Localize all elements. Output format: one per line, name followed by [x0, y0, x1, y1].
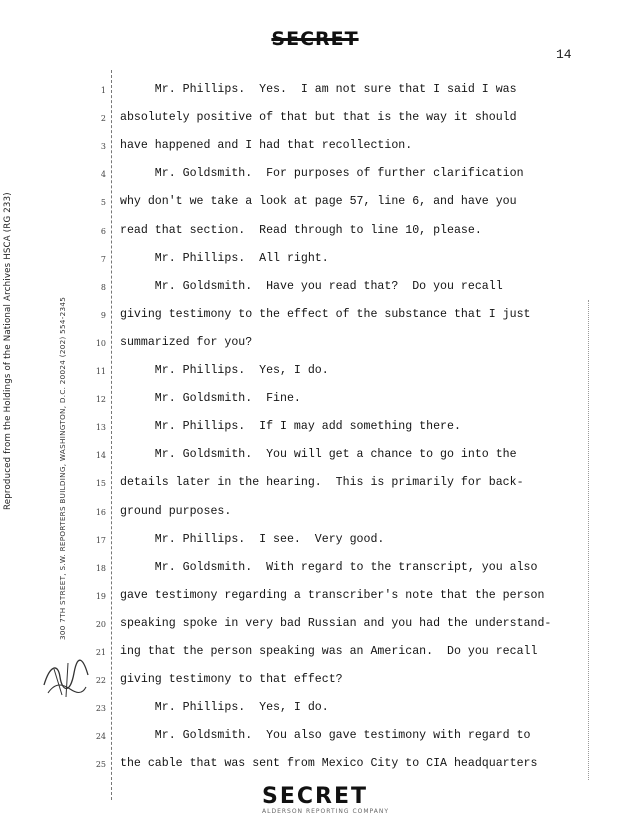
classification-stamp-bottom: SECRET	[262, 784, 368, 809]
line-number: 19	[95, 591, 106, 601]
line-number: 23	[95, 704, 106, 714]
archive-reproduction-note: Reproduced from the Holdings of the National Archives HSCA (RG 233)	[3, 192, 13, 510]
right-margin-rule	[588, 300, 589, 780]
transcript-line: Mr. Goldsmith. Have you read that? Do you recall	[120, 279, 503, 293]
line-number: 2	[100, 114, 106, 124]
reporter-address: 300 7TH STREET, S.W. REPORTERS BUILDING, WASHINGTON, D.C. 20024 (202) 554-2345	[58, 296, 67, 640]
line-number: 9	[100, 310, 106, 320]
line-number: 17	[95, 535, 106, 545]
left-margin-rule	[111, 70, 112, 800]
transcript-line: Mr. Goldsmith. You will get a chance to go into the	[120, 448, 517, 462]
transcript-line: Mr. Phillips. Yes, I do.	[120, 701, 329, 715]
transcript-line: giving testimony to the effect of the substance that I just	[120, 307, 531, 321]
transcript-line: Mr. Goldsmith. Fine.	[120, 392, 301, 406]
transcript-line: Mr. Goldsmith. With regard to the transcript, you also	[120, 560, 538, 574]
line-number: 8	[100, 282, 106, 292]
transcript-line: Mr. Phillips. Yes, I do.	[120, 364, 329, 377]
transcript-line: speaking spoke in very bad Russian and you had the understand-	[120, 616, 552, 630]
transcript-line: absolutely positive of that but that is the way it should	[120, 111, 517, 125]
transcript-line: Mr. Goldsmith. For purposes of further clarification	[120, 167, 524, 181]
line-number: 12	[95, 395, 106, 405]
transcript-line: why don't we take a look at page 57, line 6, and have you	[120, 195, 517, 209]
transcript-line: read that section. Read through to line 10, please.	[120, 223, 482, 237]
line-number: 7	[100, 254, 106, 264]
classification-text-top: SECRET	[271, 28, 359, 50]
transcript-line: Mr. Phillips. All right.	[120, 251, 329, 265]
line-number: 1	[100, 86, 106, 95]
transcript-line: Mr. Phillips. If I may add something there.	[120, 420, 461, 434]
line-number: 21	[95, 648, 106, 657]
line-number: 22	[95, 676, 106, 686]
transcript-line: the cable that was sent from Mexico City to CIA headquarters	[120, 757, 538, 771]
line-number: 15	[95, 479, 106, 489]
transcript-line: Mr. Goldsmith. You also gave testimony with regard to	[120, 729, 531, 743]
line-number: 13	[95, 423, 106, 433]
transcript-line: details later in the hearing. This is primarily for back-	[120, 476, 524, 490]
reporting-company-line: ALDERSON REPORTING COMPANY	[262, 808, 390, 815]
transcript-line: summarized for you?	[120, 335, 253, 349]
transcript-line: have happened and I had that recollection.	[120, 139, 413, 153]
transcript-line: Mr. Phillips. I see. Very good.	[120, 532, 385, 546]
line-number: 24	[95, 732, 106, 742]
handwritten-initials-icon	[40, 655, 92, 701]
line-number: 5	[100, 198, 106, 208]
classification-stamp-top	[0, 28, 630, 50]
transcript-line: Mr. Phillips. Yes. I am not sure that I said I was	[120, 83, 517, 96]
line-number: 20	[95, 619, 106, 629]
transcript-line: ground purposes.	[120, 504, 232, 518]
line-number: 14	[95, 451, 106, 461]
line-number: 4	[100, 170, 106, 180]
transcript-line: giving testimony to that effect?	[120, 673, 343, 687]
transcript-line: ing that the person speaking was an American. Do you recall	[120, 645, 538, 658]
line-number: 6	[100, 226, 106, 236]
page-number: 14	[556, 47, 572, 62]
line-number: 3	[100, 142, 106, 152]
line-number: 10	[95, 338, 106, 348]
line-number: 18	[95, 563, 106, 573]
line-number: 11	[95, 367, 106, 376]
line-number: 25	[95, 760, 106, 770]
transcript-line: gave testimony regarding a transcriber's note that the person	[120, 588, 545, 602]
line-number: 16	[95, 507, 106, 517]
